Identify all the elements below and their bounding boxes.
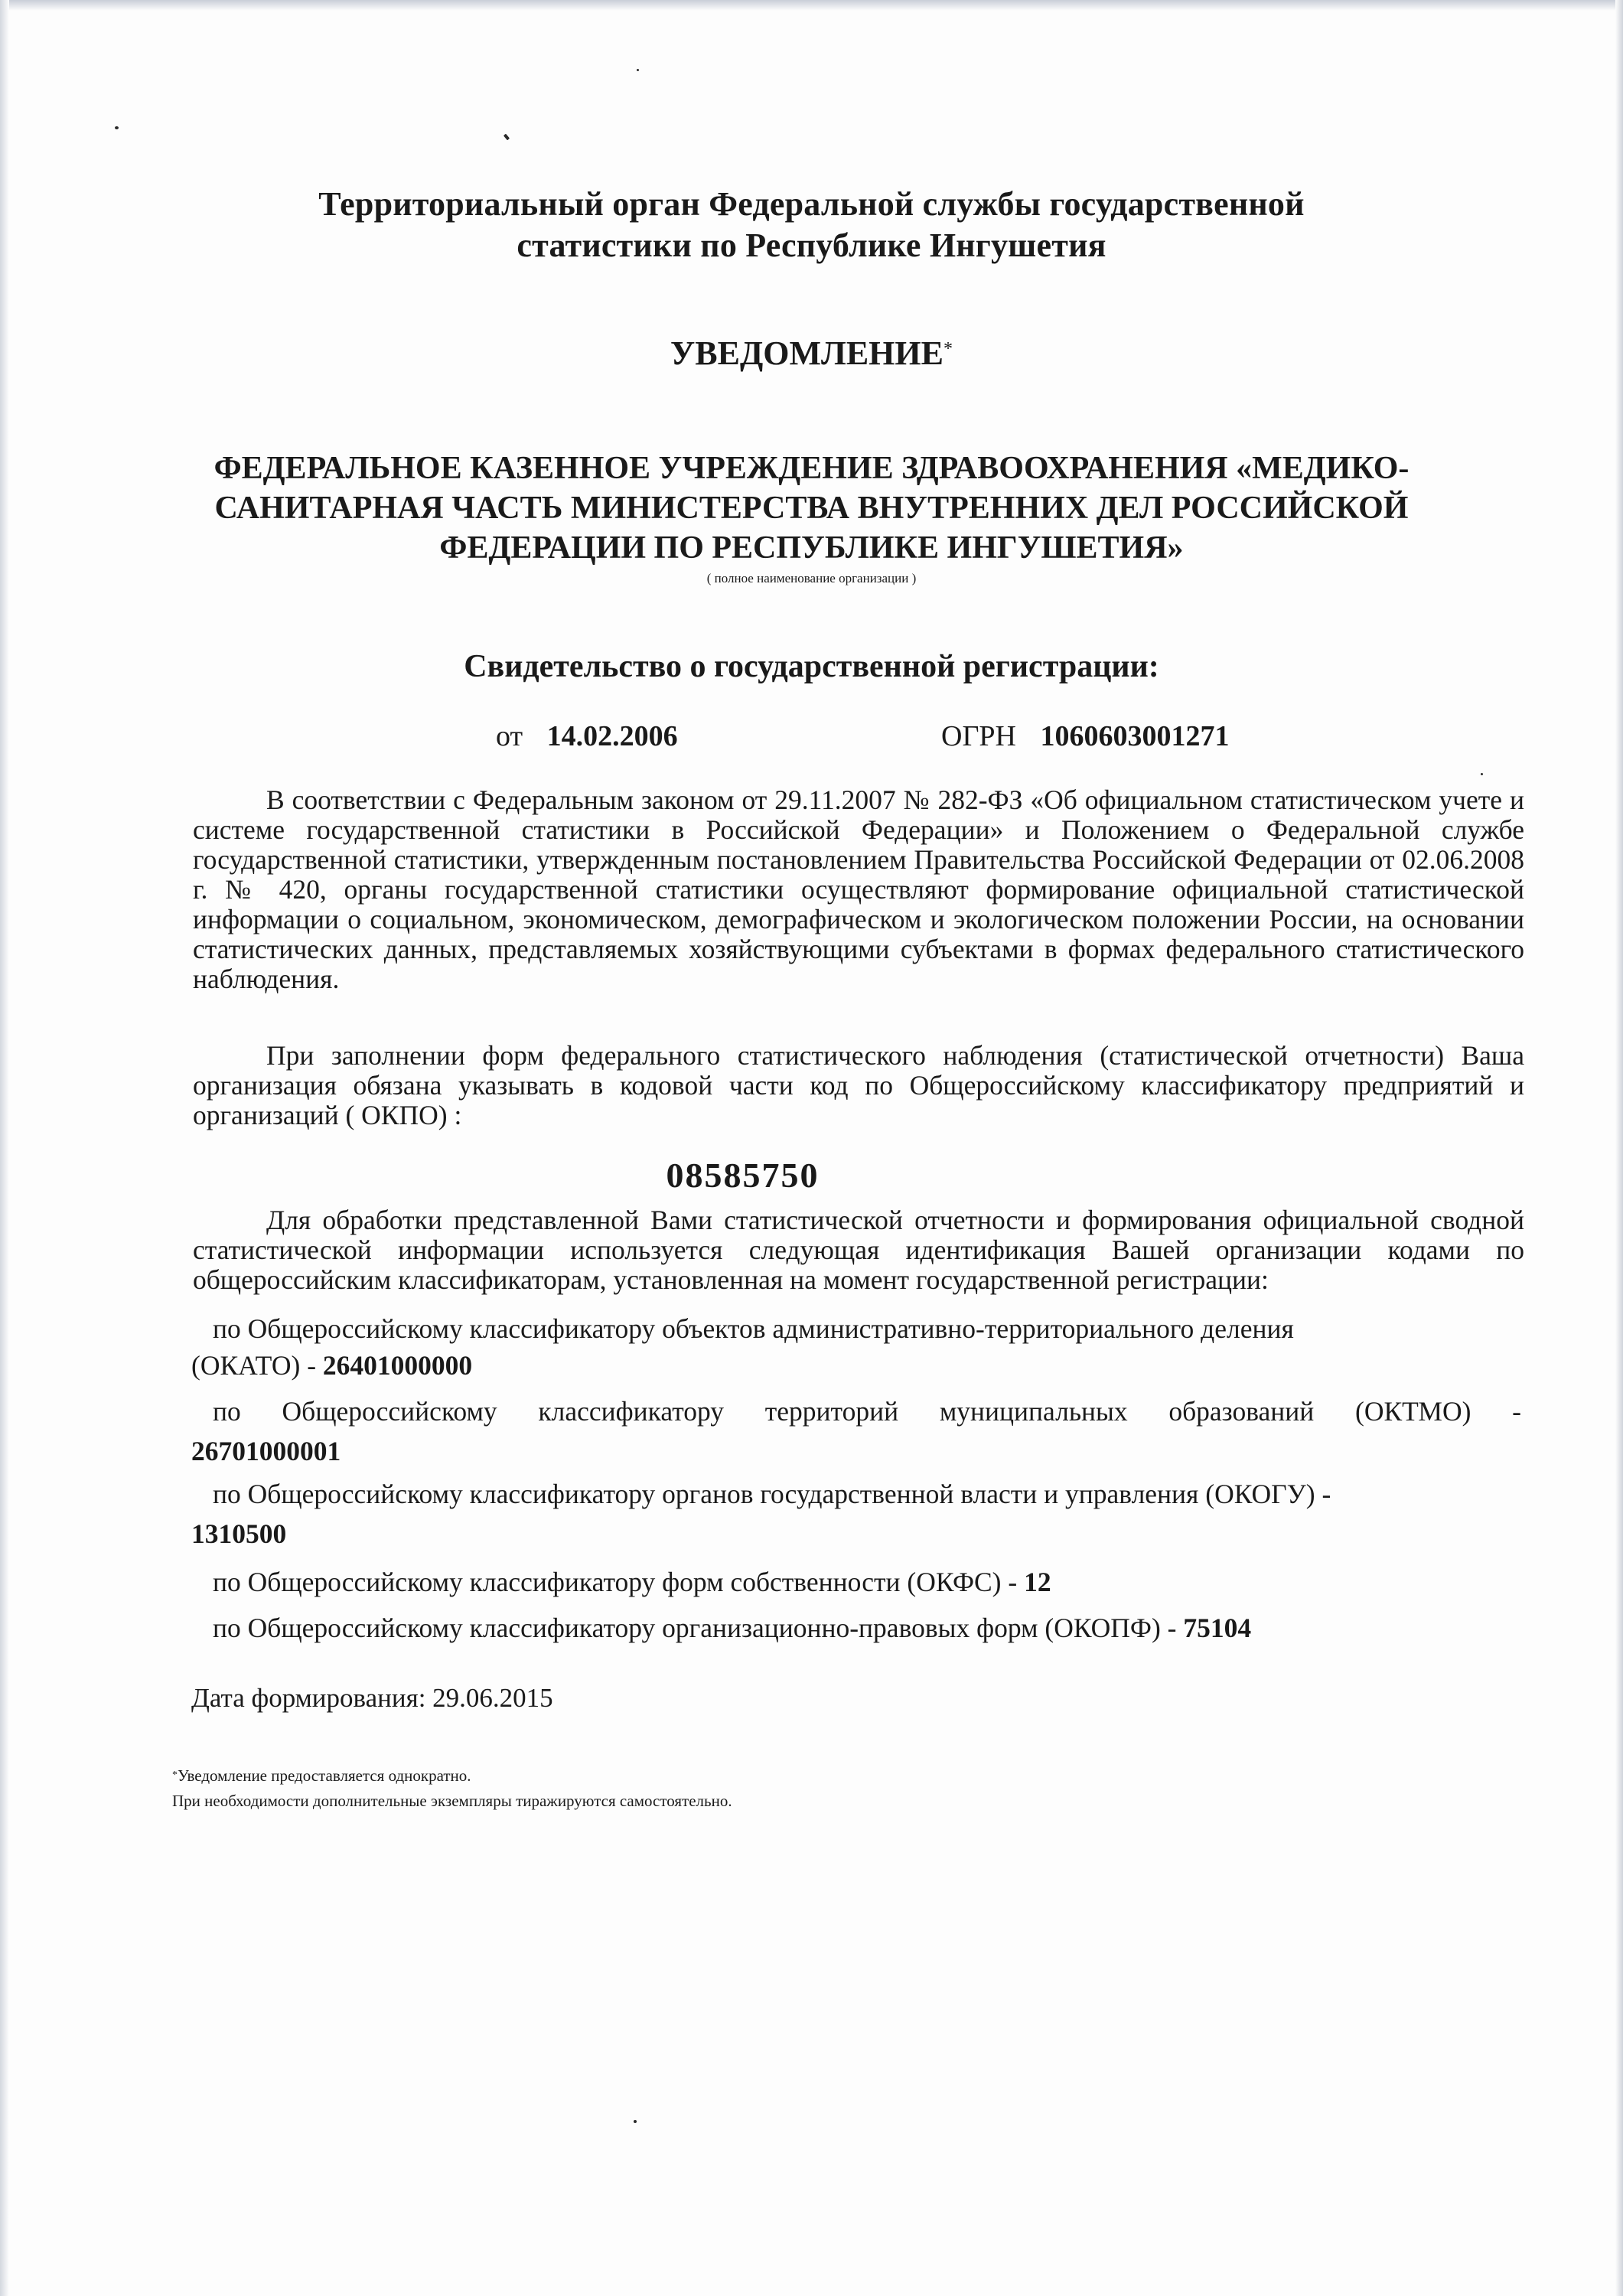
classifier-okato-text: по Общероссийскому классификатору объектов административно-территориального деления (213, 1313, 1294, 1344)
classifier-oktmo (191, 1391, 1521, 1471)
paragraph-legal-basis: В соответствии с Федеральным законом от 29.11.2007 № 282-ФЗ «Об официальном статистическом учете и системе государственной статистики в Российской Федерации» и Положением о Федеральной службе государственной статистики, утвержденным постановлением Правительства Российской Федерации от 02.06.2008 г. № 420, органы государственной статистики осуществляют формирование официальной статистической информации о социальном, экономическом, демографическом и экологическом положении России, на основании статистических данных, представляемых хозяйствующими субъектами в формах федерального статистического наблюдения. (193, 784, 1524, 994)
issuing-authority-line1: Территориальный орган Федеральной службы государственной (318, 185, 1305, 223)
ogrn-value: 1060603001271 (1040, 720, 1230, 752)
classifier-okopf-code: 75104 (1183, 1613, 1252, 1643)
scan-speck (115, 126, 119, 129)
scan-speck (637, 69, 639, 71)
classifier-okogu (191, 1474, 1529, 1554)
notice-title-footnote-mark: * (943, 339, 953, 359)
organization-name-caption: ( полное наименование организации ) (706, 571, 917, 585)
organization-name-line3: ФЕДЕРАЦИИ ПО РЕСПУБЛИКЕ ИНГУШЕТИЯ» (439, 530, 1184, 566)
classifier-okfs (213, 1561, 1548, 1603)
classifier-okfs-text: по Общероссийскому классификатору форм собственности (ОКФС) - (213, 1567, 1018, 1597)
registration-ogrn (941, 718, 1230, 755)
classifier-okopf (213, 1607, 1548, 1649)
paragraph-classifiers-intro: Для обработки представленной Вами статистической отчетности и формирования официальной сводной статистической информации используется следующая идентификация Вашей организации кодами по общероссийским классификаторам, установленная на момент государственной регистрации: (193, 1205, 1524, 1295)
classifier-oktmo-text: по Общероссийскому классификатору территорий муниципальных образований (ОКТМО) - (213, 1396, 1521, 1427)
footnote-line1-text: Уведомление предоставляется однократно. (178, 1766, 471, 1785)
scan-speck (634, 2120, 637, 2123)
registration-date (496, 718, 678, 755)
notice-title-text: УВЕДОМЛЕНИЕ (670, 334, 943, 372)
notice-title (0, 333, 1623, 374)
organization-name (0, 448, 1623, 568)
classifier-okfs-code: 12 (1024, 1567, 1051, 1597)
organization-name-line1: ФЕДЕРАЛЬНОЕ КАЗЕННОЕ УЧРЕЖДЕНИЕ ЗДРАВООХРАНЕНИЯ «МЕДИКО- (213, 451, 1410, 486)
classifier-okato-line2 (191, 1347, 1529, 1384)
classifier-okopf-text: по Общероссийскому классификатору организационно-правовых форм (ОКОПФ) - (213, 1613, 1177, 1643)
issuing-authority (0, 184, 1623, 266)
okpo-code: 08585750 (666, 1156, 820, 1195)
footnote-mark: * (172, 1769, 178, 1781)
registration-title: Свидетельство о государственной регистрации: (464, 649, 1159, 684)
issuing-authority-line2: статистики по Республике Ингушетия (517, 227, 1106, 264)
classifier-okogu-code: 1310500 (191, 1518, 287, 1549)
registration-date-label: от (496, 720, 523, 752)
scan-speck (504, 134, 510, 141)
organization-name-line2: САНИТАРНАЯ ЧАСТЬ МИНИСТЕРСТВА ВНУТРЕННИХ ДЕЛ РОССИЙСКОЙ (214, 491, 1409, 526)
classifier-okato-code: 26401000000 (322, 1350, 473, 1381)
classifier-okato-label: (ОКАТО) - (191, 1350, 317, 1381)
ogrn-label: ОГРН (941, 720, 1016, 752)
scan-edge-top (0, 0, 1623, 11)
footnote-line1 (172, 1764, 471, 1787)
classifier-oktmo-code: 26701000001 (191, 1436, 341, 1466)
classifier-okogu-text: по Общероссийскому классификатору органов государственной власти и управления (ОКОГУ) - (213, 1479, 1331, 1509)
registration-date-value: 14.02.2006 (546, 720, 678, 752)
scan-speck (1481, 773, 1483, 775)
paragraph-okpo-instruction: При заполнении форм федерального статистического наблюдения (статистической отчетности) Ваша организация обязана указывать в кодовой части код по Общероссийскому классификатору предприятий и организаций ( ОКПО) : (193, 1040, 1524, 1130)
footnote-line2: При необходимости дополнительные экземпляры тиражируются самостоятельно. (172, 1792, 732, 1810)
date-formed: Дата формирования: 29.06.2015 (191, 1683, 553, 1713)
classifier-okato (191, 1310, 1529, 1384)
